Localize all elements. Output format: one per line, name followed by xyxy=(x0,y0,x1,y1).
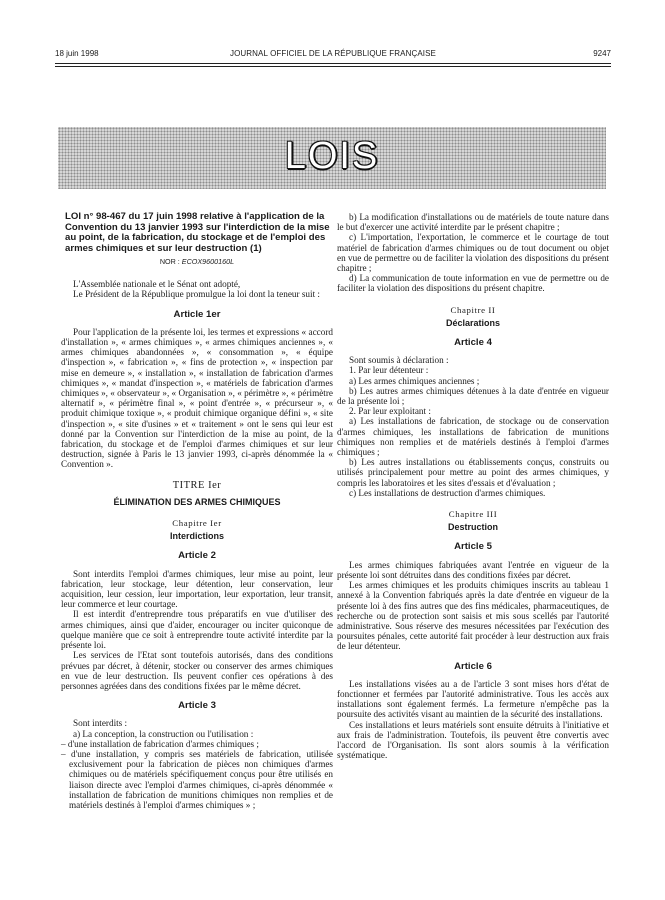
article-paragraph: Il est interdit d'entreprendre tous préparatifs en vue d'utiliser des armes chimiques, ainsi que d'aider, encourager ou inciter quiconque de quelque manière que ce soit à entreprendre toute activité interdite par la présente loi. xyxy=(61,609,333,651)
article-heading: Article 4 xyxy=(454,337,492,349)
article-paragraph: Sont interdits : xyxy=(73,718,128,729)
banner-title: LOIS xyxy=(284,135,380,177)
preamble-paragraph: L'Assemblée nationale et le Sénat ont adopté, xyxy=(73,279,241,290)
article-heading: Article 5 xyxy=(454,541,492,553)
header-date: 18 juin 1998 xyxy=(55,49,99,58)
chapter-name: Interdictions xyxy=(169,531,224,542)
section-banner xyxy=(58,127,606,189)
article-item: 2. Par leur exploitant : xyxy=(349,406,431,417)
article-item: c) Les installations de destruction d'armes chimiques. xyxy=(349,487,546,498)
article-paragraph: Ces installations et leurs matériels sont ensuite détruits à l'initiative et aux frais de l'administration. Toutefois, ils peuvent être convertis avec l'accord de l'Organisation. Ils sont alors soumis à la vérification systématique. xyxy=(337,719,609,761)
right-column xyxy=(337,212,609,760)
article-paragraph: Les services de l'Etat sont toutefois autorisés, dans des conditions prévues par décret, à détenir, stocker ou conserver des armes chimiques en vue de leur destruction. Ils peuvent confier ces opérations à des personnes agréées dans des conditions fixées par le même décret. xyxy=(61,650,333,691)
left-column xyxy=(61,212,333,810)
article-item: a) Les armes chimiques anciennes ; xyxy=(349,375,480,386)
article-item: b) Les autres installations ou établissements conçus, construits ou utilisés principalement pour mettre au point des armes chimiques, y compris les laboratoires et les sites d'essais et d'évaluation ; xyxy=(337,457,609,488)
article-dash-item: – d'une installation de fabrication d'armes chimiques ; xyxy=(61,738,259,749)
article-item: c) L'importation, l'exportation, le commerce et le courtage de tout matériel de fabrication d'armes chimiques ou de tout document ou objet en vue de permettre ou de faciliter la violation des dispositions du présent chapitre ; xyxy=(337,232,609,274)
article-item: b) La modification d'installations ou de matériels de toute nature dans le but d'exercer une activité interdite par le présent chapitre ; xyxy=(337,212,609,233)
article-dash-item: – d'une installation, y compris ses matériels de fabrication, utilisée exclusivement pour la fabrication de pièces non chimiques d'armes chimiques ou de matériels spécifiquement conçus pour être utilisés en liaison directe avec l'emploi d'armes chimiques, ci-après dénommée « installation de fabrication de munitions chimiques non remplies et de matériels destinés à l'emploi d'armes chimiques » ; xyxy=(61,748,333,810)
article-item: 1. Par leur détenteur : xyxy=(349,365,429,376)
titre-label: TITRE Ier xyxy=(172,479,222,491)
chapter-label: Chapitre II xyxy=(450,304,496,315)
header-rule-bottom xyxy=(55,66,611,67)
article-paragraph: Sont interdits l'emploi d'armes chimiques, leur mise au point, leur fabrication, leur stockage, leur détention, leur conservation, leur acquisition, leur cession, leur importation, leur exportation, leur transit, leur commerce et leur courtage. xyxy=(61,568,333,610)
header-rule-top xyxy=(55,63,611,64)
article-item: d) La communication de toute information en vue de permettre ou de faciliter la violation des dispositions du présent chapitre. xyxy=(337,273,609,294)
article-heading: Article 2 xyxy=(178,550,216,562)
chapter-label: Chapitre Ier xyxy=(172,518,222,529)
page-number: 9247 xyxy=(593,49,611,58)
law-title: LOI n° 98-467 du 17 juin 1998 relative à l'application de la Convention du 13 janvier 1993 sur l'interdiction de la mise au point, de la fabrication, du stockage et de l'emploi des armes chimiques et sur leur destruction (1) xyxy=(65,211,330,254)
article-paragraph: Sont soumis à déclaration : xyxy=(349,355,449,366)
article-paragraph: Pour l'application de la présente loi, les termes et expressions « accord d'installation », « armes chimiques », « armes chimiques anciennes », « armes chimiques abandonnées », « consommation », « équipe d'inspection », « fabrication », « fins de protection », « inspection par mise en demeure », « installation », « installation de fabrication d'armes chimiques », « mandat d'inspection », « matériels de fabrication d'armes chimiques », « observateur », « Organisation », « périmètre », « périmètre alternatif », « périmètre final », « point d'entrée », « précurseur », « produit chimique toxique », « produit chimique organique défini », « site d'inspection », « site d'usines » et « traitement » ont le sens qui leur est donné par la Convention sur l'interdiction de la mise au point, de la fabrication, du stockage et de l'emploi d'armes chimiques et sur leur destruction, signée à Paris le 13 janvier 1993, ci-après dénommée la « Convention ». xyxy=(61,326,333,470)
preamble-paragraph: Le Président de la République promulgue la loi dont la teneur suit : xyxy=(73,289,320,300)
chapter-name: Destruction xyxy=(447,522,498,533)
chapter-name: Déclarations xyxy=(445,317,501,328)
article-paragraph: Les armes chimiques fabriquées avant l'entrée en vigueur de la présente loi sont détruites dans des conditions fixées par décret. xyxy=(337,559,609,580)
nor-reference xyxy=(61,257,333,267)
nor-label: NOR : xyxy=(159,257,180,266)
article-heading: Article 6 xyxy=(454,660,492,672)
article-heading: Article 1er xyxy=(173,308,221,320)
titre-name: ÉLIMINATION DES ARMES CHIMIQUES xyxy=(113,496,281,507)
nor-code: ECOX9600160L xyxy=(181,257,235,266)
running-header xyxy=(55,49,611,61)
article-heading: Article 3 xyxy=(178,700,216,712)
article-item: a) Les installations de fabrication, de stockage ou de conservation d'armes chimiques, les installations de fabrication de munitions chimiques non remplies et de matériels destinés à l'emploi d'armes chimiques ; xyxy=(337,416,609,458)
article-item: b) Les autres armes chimiques détenues à la date d'entrée en vigueur de la présente loi ; xyxy=(337,385,609,407)
article-item: a) La conception, la construction ou l'utilisation : xyxy=(73,728,254,739)
journal-title: JOURNAL OFFICIEL DE LA RÉPUBLIQUE FRANÇAISE xyxy=(230,49,436,58)
article-paragraph: Les armes chimiques et les produits chimiques inscrits au tableau 1 annexé à la Convention fabriqués après la date d'entrée en vigueur de la présente loi à des fins autres que des fins médicales, pharmaceutiques, de recherche ou de protection sont saisis et mis sous scellés par l'autorité administrative. Sous réserve des mesures nécessitées par l'exécution des poursuites pénales, cette autorité fait procéder à leur destruction aux frais de leur détenteur. xyxy=(337,580,609,652)
chapter-label: Chapitre III xyxy=(448,509,498,520)
article-paragraph: Les installations visées au a de l'article 3 sont mises hors d'état de fonctionner et fermées par l'autorité administrative. Tous les accès aux installations sont également fermés. La fermeture n'empêche pas la poursuite des activités visant au maintien de la sécurité des installations. xyxy=(337,678,609,720)
